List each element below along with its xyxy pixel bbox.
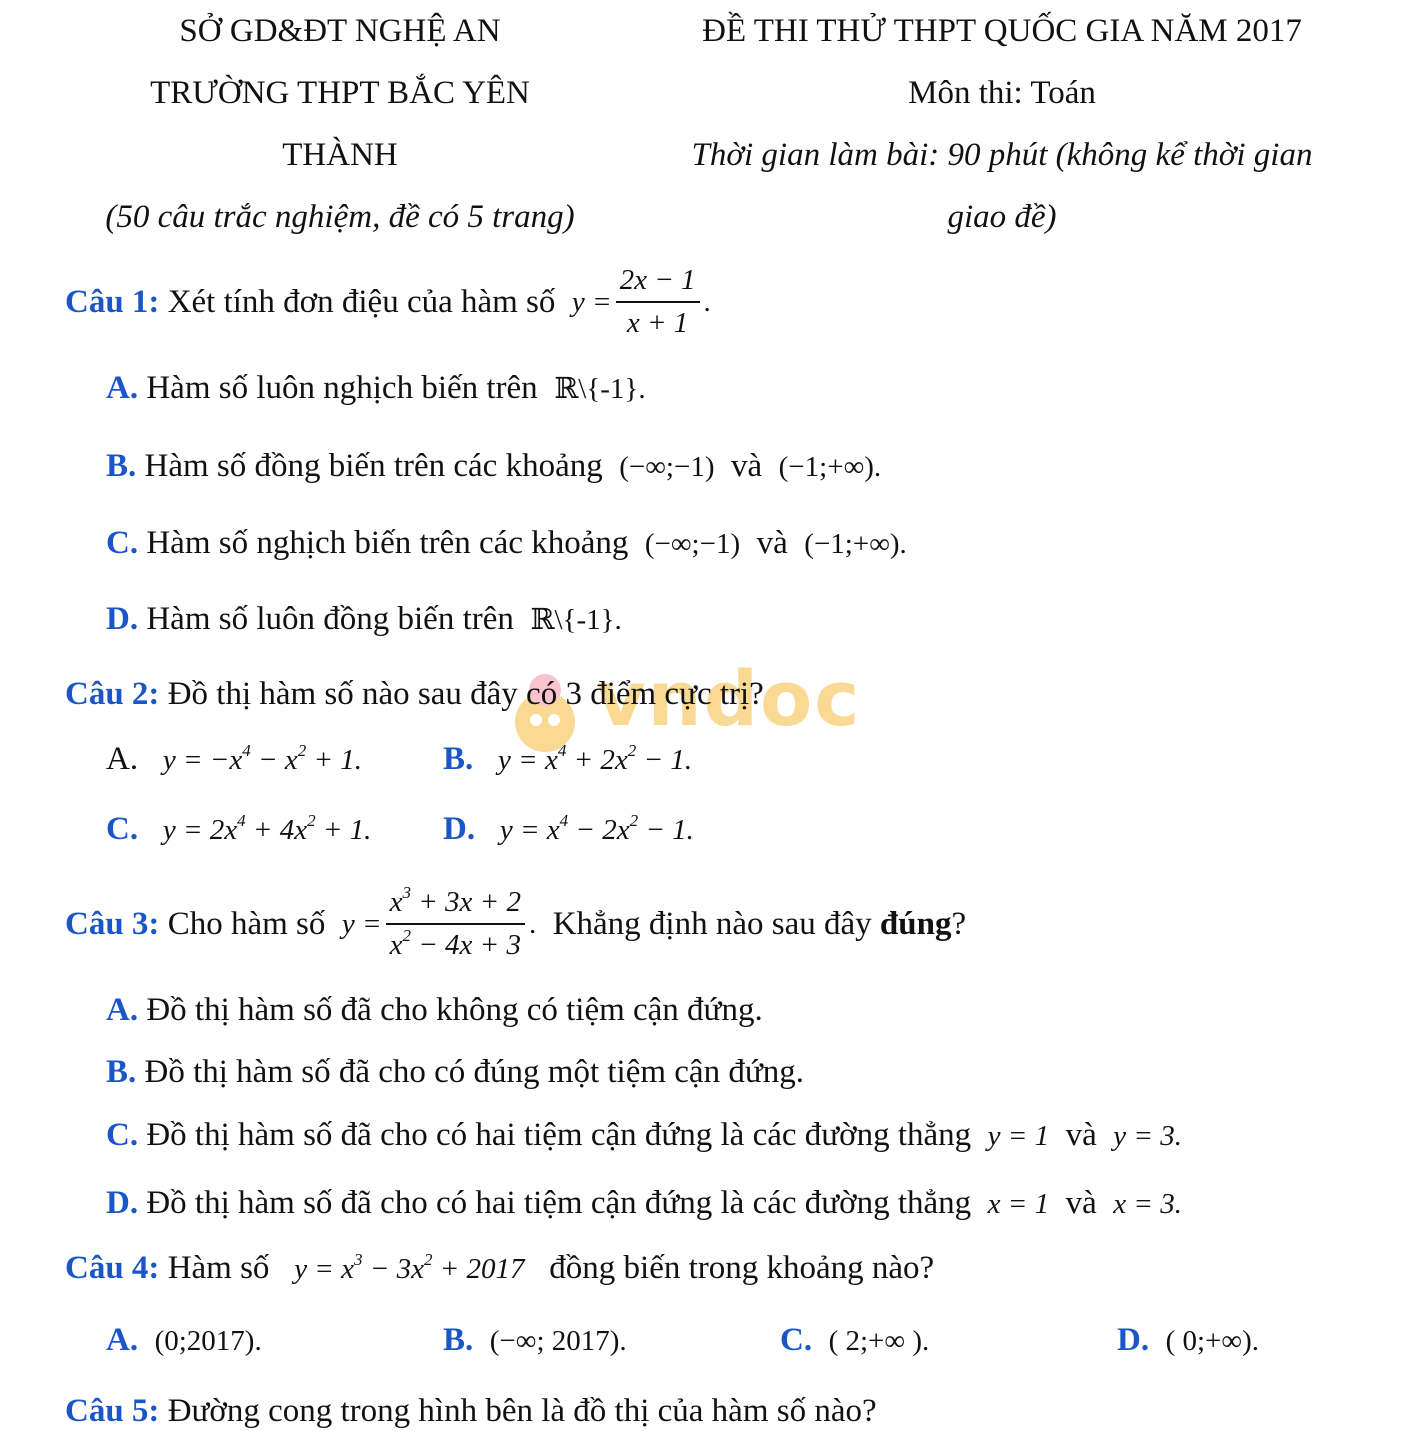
question-2-label: Câu 2: (65, 676, 160, 712)
fraction-denominator: x + 1 (626, 307, 689, 339)
option-label: A. (106, 992, 139, 1028)
question-3: Câu 3: Cho hàm số y = $\frac{x^3 + 3x + 2}{x^2 - 4x + 3}$ . Khẳng định nào sau đây đúng ? (65, 883, 967, 961)
fraction-denominator: $x^2 - 4x + 3$ (389, 926, 521, 961)
question-4-function: $y = x^3 - 3x^2 + 2017$ (294, 1250, 525, 1285)
question-1-y: y = (571, 285, 612, 318)
header-subject: Môn thi: Toán (908, 75, 1096, 111)
q3-option-c[interactable] (106, 1117, 1182, 1154)
option-math: ℝ\{-1}. (530, 604, 622, 636)
question-4-label: Câu 4: (65, 1250, 160, 1286)
option-label: C. (106, 1117, 139, 1153)
question-3-fraction (386, 883, 525, 962)
option-math: ( 2;+∞ ). (828, 1325, 930, 1357)
option-label: D. (106, 1185, 139, 1221)
option-math-2: (−1;+∞). (778, 451, 882, 483)
fraction-numerator: $x^3 + 3x + 2$ (386, 886, 525, 925)
option-label: D. (106, 601, 139, 637)
q2-option-c[interactable] (106, 811, 371, 848)
header-time-line1: Thời gian làm bài: 90 phút (không kể thời gian (691, 137, 1313, 173)
option-label: C. (780, 1322, 813, 1358)
question-5 (65, 1393, 877, 1430)
q1-option-d[interactable] (106, 601, 622, 638)
question-3-ask: Khẳng định nào sau đây (552, 905, 872, 942)
question-1-fraction (616, 264, 700, 340)
q4-option-c[interactable] (780, 1322, 929, 1359)
option-text: Đồ thị hàm số đã cho có hai tiệm cận đứng là các đường thẳng (146, 1185, 972, 1221)
option-and: và (730, 448, 763, 484)
option-math-1: (−∞;−1) (644, 528, 741, 560)
option-text: Hàm số nghịch biến trên các khoảng (146, 525, 629, 561)
option-label: A. (106, 370, 139, 406)
option-text: Hàm số luôn nghịch biến trên (146, 370, 538, 406)
header-school-line2: THÀNH (282, 137, 398, 173)
option-math: (−∞; 2017). (489, 1325, 627, 1357)
q1-option-b[interactable] (106, 448, 881, 485)
header-exam-info: (50 câu trắc nghiệm, đề có 5 trang) (105, 199, 575, 235)
question-3-qmark: ? (951, 905, 967, 942)
q4-option-d[interactable] (1117, 1322, 1259, 1359)
option-math: $y = 2x^4 + 4x^2 + 1$. (162, 811, 372, 846)
question-1: Câu 1: Xét tính đơn điệu của hàm số y = $\frac{2x - 1}{x + 1}$ . (65, 264, 711, 339)
question-2-text: Đồ thị hàm số nào sau đây có 3 điểm cực trị? (167, 676, 764, 712)
header-exam-title: ĐỀ THI THỬ THPT QUỐC GIA NĂM 2017 (702, 13, 1302, 49)
header-school-line1: TRƯỜNG THPT BẮC YÊN (150, 75, 530, 111)
option-label: B. (106, 1054, 137, 1090)
option-math: (0;2017). (154, 1325, 262, 1357)
question-1-label: Câu 1: (65, 283, 160, 320)
header-time-line2: giao đề) (947, 199, 1057, 235)
option-label: C. (106, 811, 139, 847)
option-label: D. (1117, 1322, 1150, 1358)
question-1-text: Xét tính đơn điệu của hàm số (167, 283, 556, 320)
q4-option-a[interactable] (106, 1322, 262, 1359)
option-label: A. (106, 741, 139, 777)
option-label: B. (106, 448, 137, 484)
option-math-1: y = 1 (987, 1120, 1050, 1152)
option-text: Đồ thị hàm số đã cho không có tiệm cận đứng. (146, 992, 763, 1028)
question-3-text: Cho hàm số (167, 905, 326, 942)
option-label: D. (443, 811, 476, 847)
option-label: C. (106, 525, 139, 561)
option-text: Đồ thị hàm số đã cho có đúng một tiệm cận đứng. (144, 1054, 804, 1090)
option-math-2: (−1;+∞). (804, 528, 907, 560)
option-math: $y = x^4 - 2x^2 - 1$. (499, 811, 694, 846)
q3-option-b[interactable] (106, 1054, 804, 1091)
question-4-ask: đồng biến trong khoảng nào? (549, 1250, 935, 1286)
q1-option-c[interactable] (106, 525, 907, 562)
option-and: và (1065, 1185, 1097, 1221)
question-3-y: y = (341, 907, 382, 940)
option-math: $y = x^4 + 2x^2 - 1$. (498, 741, 693, 776)
header-department: SỞ GD&ĐT NGHỆ AN (179, 13, 501, 49)
question-5-text: Đường cong trong hình bên là đồ thị của hàm số nào? (167, 1393, 877, 1429)
question-4-text: Hàm số (167, 1250, 270, 1286)
option-label: A. (106, 1322, 139, 1358)
option-math: ℝ\{-1}. (554, 373, 646, 405)
option-and: và (756, 525, 788, 561)
option-math-1: x = 1 (987, 1188, 1050, 1220)
watermark-text: vndoc (596, 654, 862, 743)
q1-option-a[interactable] (106, 370, 646, 407)
question-3-emphasis: đúng (879, 905, 952, 942)
question-5-label: Câu 5: (65, 1393, 160, 1429)
question-4 (65, 1250, 934, 1287)
option-math: ( 0;+∞). (1165, 1325, 1259, 1357)
q2-option-d[interactable] (443, 811, 694, 848)
option-math-2: x = 3. (1113, 1188, 1182, 1220)
option-math-1: (−∞;−1) (619, 451, 715, 483)
q2-option-b[interactable] (443, 741, 692, 778)
fraction-numerator: 2x − 1 (616, 264, 700, 303)
q3-option-a[interactable] (106, 992, 763, 1029)
option-text: Đồ thị hàm số đã cho có hai tiệm cận đứng là các đường thẳng (146, 1117, 972, 1153)
q2-option-a[interactable] (106, 741, 362, 778)
option-math-2: y = 3. (1113, 1120, 1182, 1152)
option-and: và (1065, 1117, 1097, 1153)
option-label: B. (443, 741, 474, 777)
option-text: Hàm số đồng biến trên các khoảng (144, 448, 603, 484)
option-label: B. (443, 1322, 474, 1358)
question-2 (65, 676, 764, 713)
q3-option-d[interactable] (106, 1185, 1182, 1222)
question-3-label: Câu 3: (65, 905, 160, 942)
q4-option-b[interactable] (443, 1322, 627, 1359)
option-math: $y = -x^4 - x^2 + 1$. (162, 741, 363, 776)
option-text: Hàm số luôn đồng biến trên (146, 601, 514, 637)
